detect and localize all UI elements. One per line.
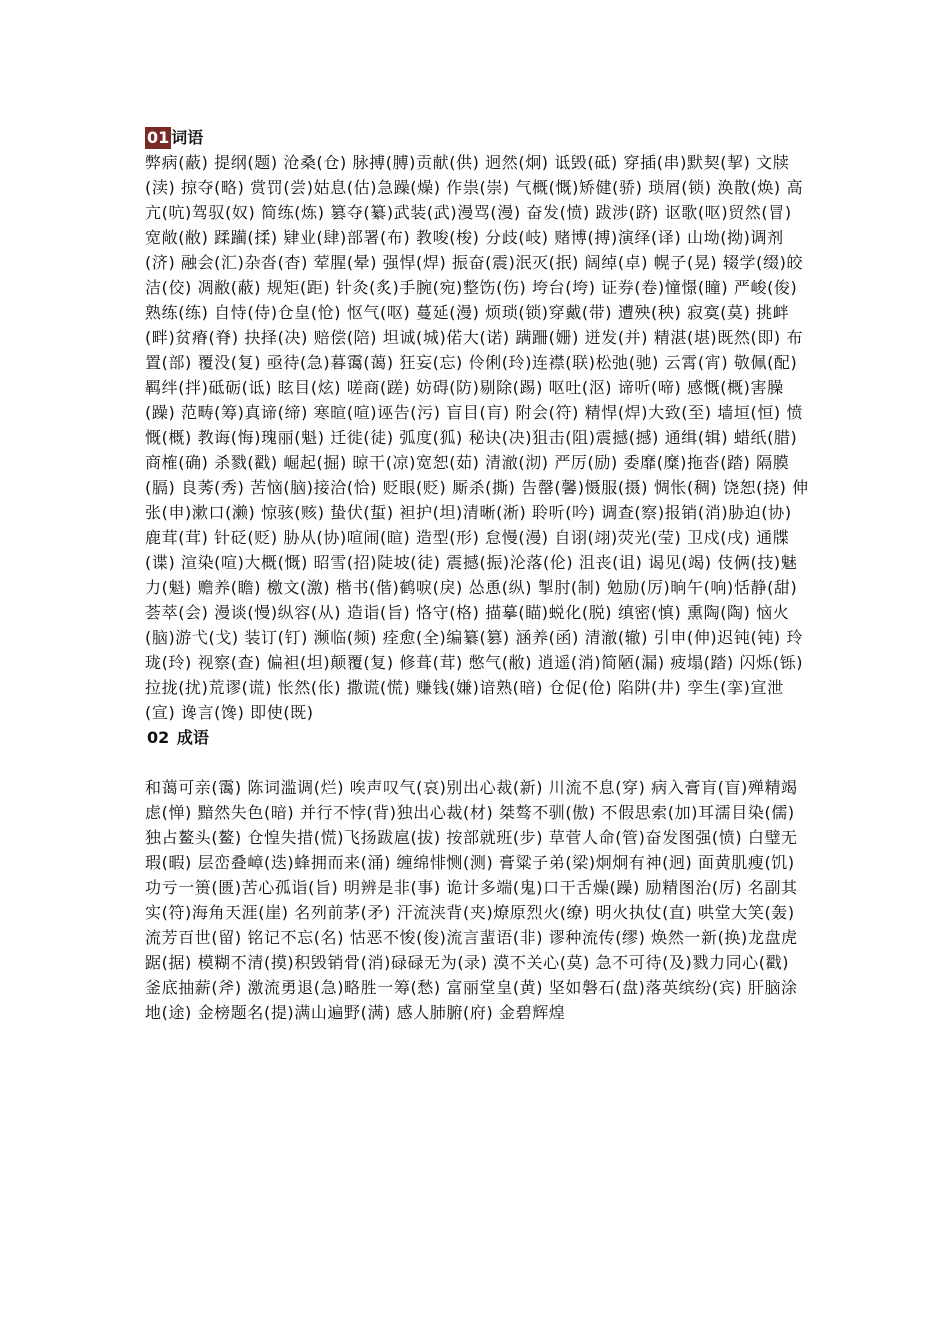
section-number-badge: 01 [147,128,170,147]
section-heading-idioms [145,725,810,750]
words-list-paragraph: 弊病(蔽) 提纲(题) 沧桑(仓) 脉搏(膊)贡献(供) 迥然(炯) 诋毁(砥) 穿插(串)默契(挈) 文牍(渎) 掠夺(略) 赏罚(尝)姑息(估)急躁(燥) 作祟(崇) 气概(慨)矫健(骄) 琐屑(锁) 涣散(焕) 高亢(吭)驾驭(奴) 简练(炼) 篡夺(纂)武装(武)漫骂(漫) 奋发(愤) 跋涉(跻) 讴歌(呕)贸然(冒) 宽敞(敝) 蹂躏(揉) 肄业(肆)部署(布) 教唆(梭) 分歧(岐) 赌博(搏)演绎(译) 山坳(拗)调剂(济) 融会(汇)杂沓(杳) 荤腥(晕) 强悍(焊) 振奋(震)泯灭(抿) 阔绰(卓) 幌子(晃) 辍学(缀)皎洁(佼) 凋敝(蔽) 规矩(距) 针灸(炙)手腕(宛)整饬(伤) 垮台(垮) 证券(卷)憧憬(瞳) 严峻(俊) 熟练(练) 自恃(侍)仓皇(怆) 怄气(呕) 蔓延(漫) 烦琐(锁)穿戴(带) 遭殃(秧) 寂寞(莫) 挑衅(畔)贫瘠(脊) 抉择(决) 赔偿(陪) 坦诚(城)偌大(诺) 蹒跚(姗) 迸发(并) 精湛(堪)既然(即) 布置(部) 覆没(复) 亟待(急)暮霭(蔼) 狂妄(忘) 伶俐(玲)连襟(联)松弛(驰) 云霄(宵) 敬佩(配) 羁绊(拌)砥砺(诋) 眩目(炫) 嗟商(蹉) 妨碍(防)剔除(踢) 呕吐(沤) 谛听(啼) 感慨(概)害臊(躁) 范畴(筹)真谛(缔) 寒暄(喧)诬告(污) 盲目(肓) 附会(符) 精悍(焊)大致(至) 墙垣(恒) 愤慨(概) 教诲(悔)瑰丽(魁) 迁徙(徒) 弧度(狐) 秘诀(决)狙击(阻)震撼(撼) 通缉(辑) 蜡纸(腊)商榷(确) 杀戮(戳) 崛起(掘) 晾干(凉)宽恕(茹) 清澈(沏) 严厉(励) 委靡(糜)拖沓(踏) 隔膜(膈) 良莠(秀) 苦恼(脑)接洽(恰) 贬眼(贬) 厮杀(撕) 告罄(馨)慑服(摄) 惆怅(稠) 饶恕(挠) 伸张(申)漱口(濑) 惊骇(赅) 蛰伏(蜇) 袒护(坦)清晰(淅) 聆听(吟) 调查(察)报销(消)胁迫(协) 鹿茸(茸) 针砭(贬) 胁从(协)喧闹(暄) 造型(形) 怠慢(漫) 自诩(翊)荧光(莹) 卫戍(戌) 通牒(谍) 渲染(喧)大概(慨) 昭雪(招)陡坡(徒) 震撼(振)沦落(伦) 沮丧(诅) 谒见(竭) 伎俩(技)魅力(魁) 赡养(瞻) 檄文(激) 楷书(偕)鹤唳(戾) 怂恿(纵) 掣肘(制) 勉励(厉)晌午(响)恬静(甜) 荟萃(会) 漫谈(慢)纵容(从) 造诣(旨) 恪守(格) 描摹(瞄)蜕化(脱) 缜密(慎) 熏陶(陶) 恼火(脑)游弋(戈) 装订(钉) 濒临(频) 痊愈(全)编纂(篡) 涵养(函) 清澈(辙) 引申(伸)迟钝(钝) 玲珑(玲) 视察(查) 偏袒(坦)颠覆(复) 修葺(茸) 憋气(敝) 逍遥(消)简陋(漏) 疲塌(踏) 闪烁(铄)拉拢(扰)荒谬(谎) 怅然(伥) 撒谎(慌) 赚钱(嫌)谙熟(暗) 仓促(伧) 陷阱(井) 孪生(挛)宣泄(宣) 谗言(馋) 即使(既) [145,153,809,722]
blank-line [145,750,810,775]
idioms-list-paragraph: 和蔼可亲(霭) 陈词滥调(烂) 唉声叹气(哀)别出心裁(新) 川流不息(穿) 病入膏肓(盲)殚精竭虑(惮) 黯然失色(暗) 并行不悖(背)独出心裁(材) 桀骜不驯(傲) 不假思索(加)耳濡目染(儒) 独占鳌头(鳌) 仓惶失措(慌)飞扬跋扈(拔) 按部就班(步) 草菅人命(管)奋发图强(愤) 白璧无瑕(暇) 层峦叠嶂(迭)蜂拥而来(涌) 缠绵悱恻(测) 膏粱子弟(梁)炯炯有神(迥) 面黄肌瘦(饥)功亏一篑(匮)苦心孤诣(旨) 明辨是非(事) 诡计多端(鬼)口干舌燥(躁) 励精图治(厉) 名副其实(符)海角天涯(崖) 名列前茅(矛) 汗流浃背(夹)燎原烈火(缭) 明火执仗(直) 哄堂大笑(轰)流芳百世(留) 铭记不忘(名) 怙恶不悛(俊)流言蜚语(非) 谬种流传(缪) 焕然一新(换)龙盘虎踞(据) 模糊不清(摸)积毁销骨(消)碌碌无为(录) 漠不关心(莫) 急不可待(及)戮力同心(戳) 釜底抽薪(斧) 激流勇退(急)略胜一筹(愁) 富丽堂皇(黄) 坚如磐石(盘)落英缤纷(宾) 肝脑涂地(途) 金榜题名(提)满山遍野(满) 感人肺腑(府) 金碧辉煌 [145,778,798,1022]
section-title: 成语 [176,728,209,747]
section-number: 02 [147,728,170,747]
document-page [145,125,810,1025]
section-title: 词语 [171,128,204,147]
section-heading-words [145,125,810,150]
